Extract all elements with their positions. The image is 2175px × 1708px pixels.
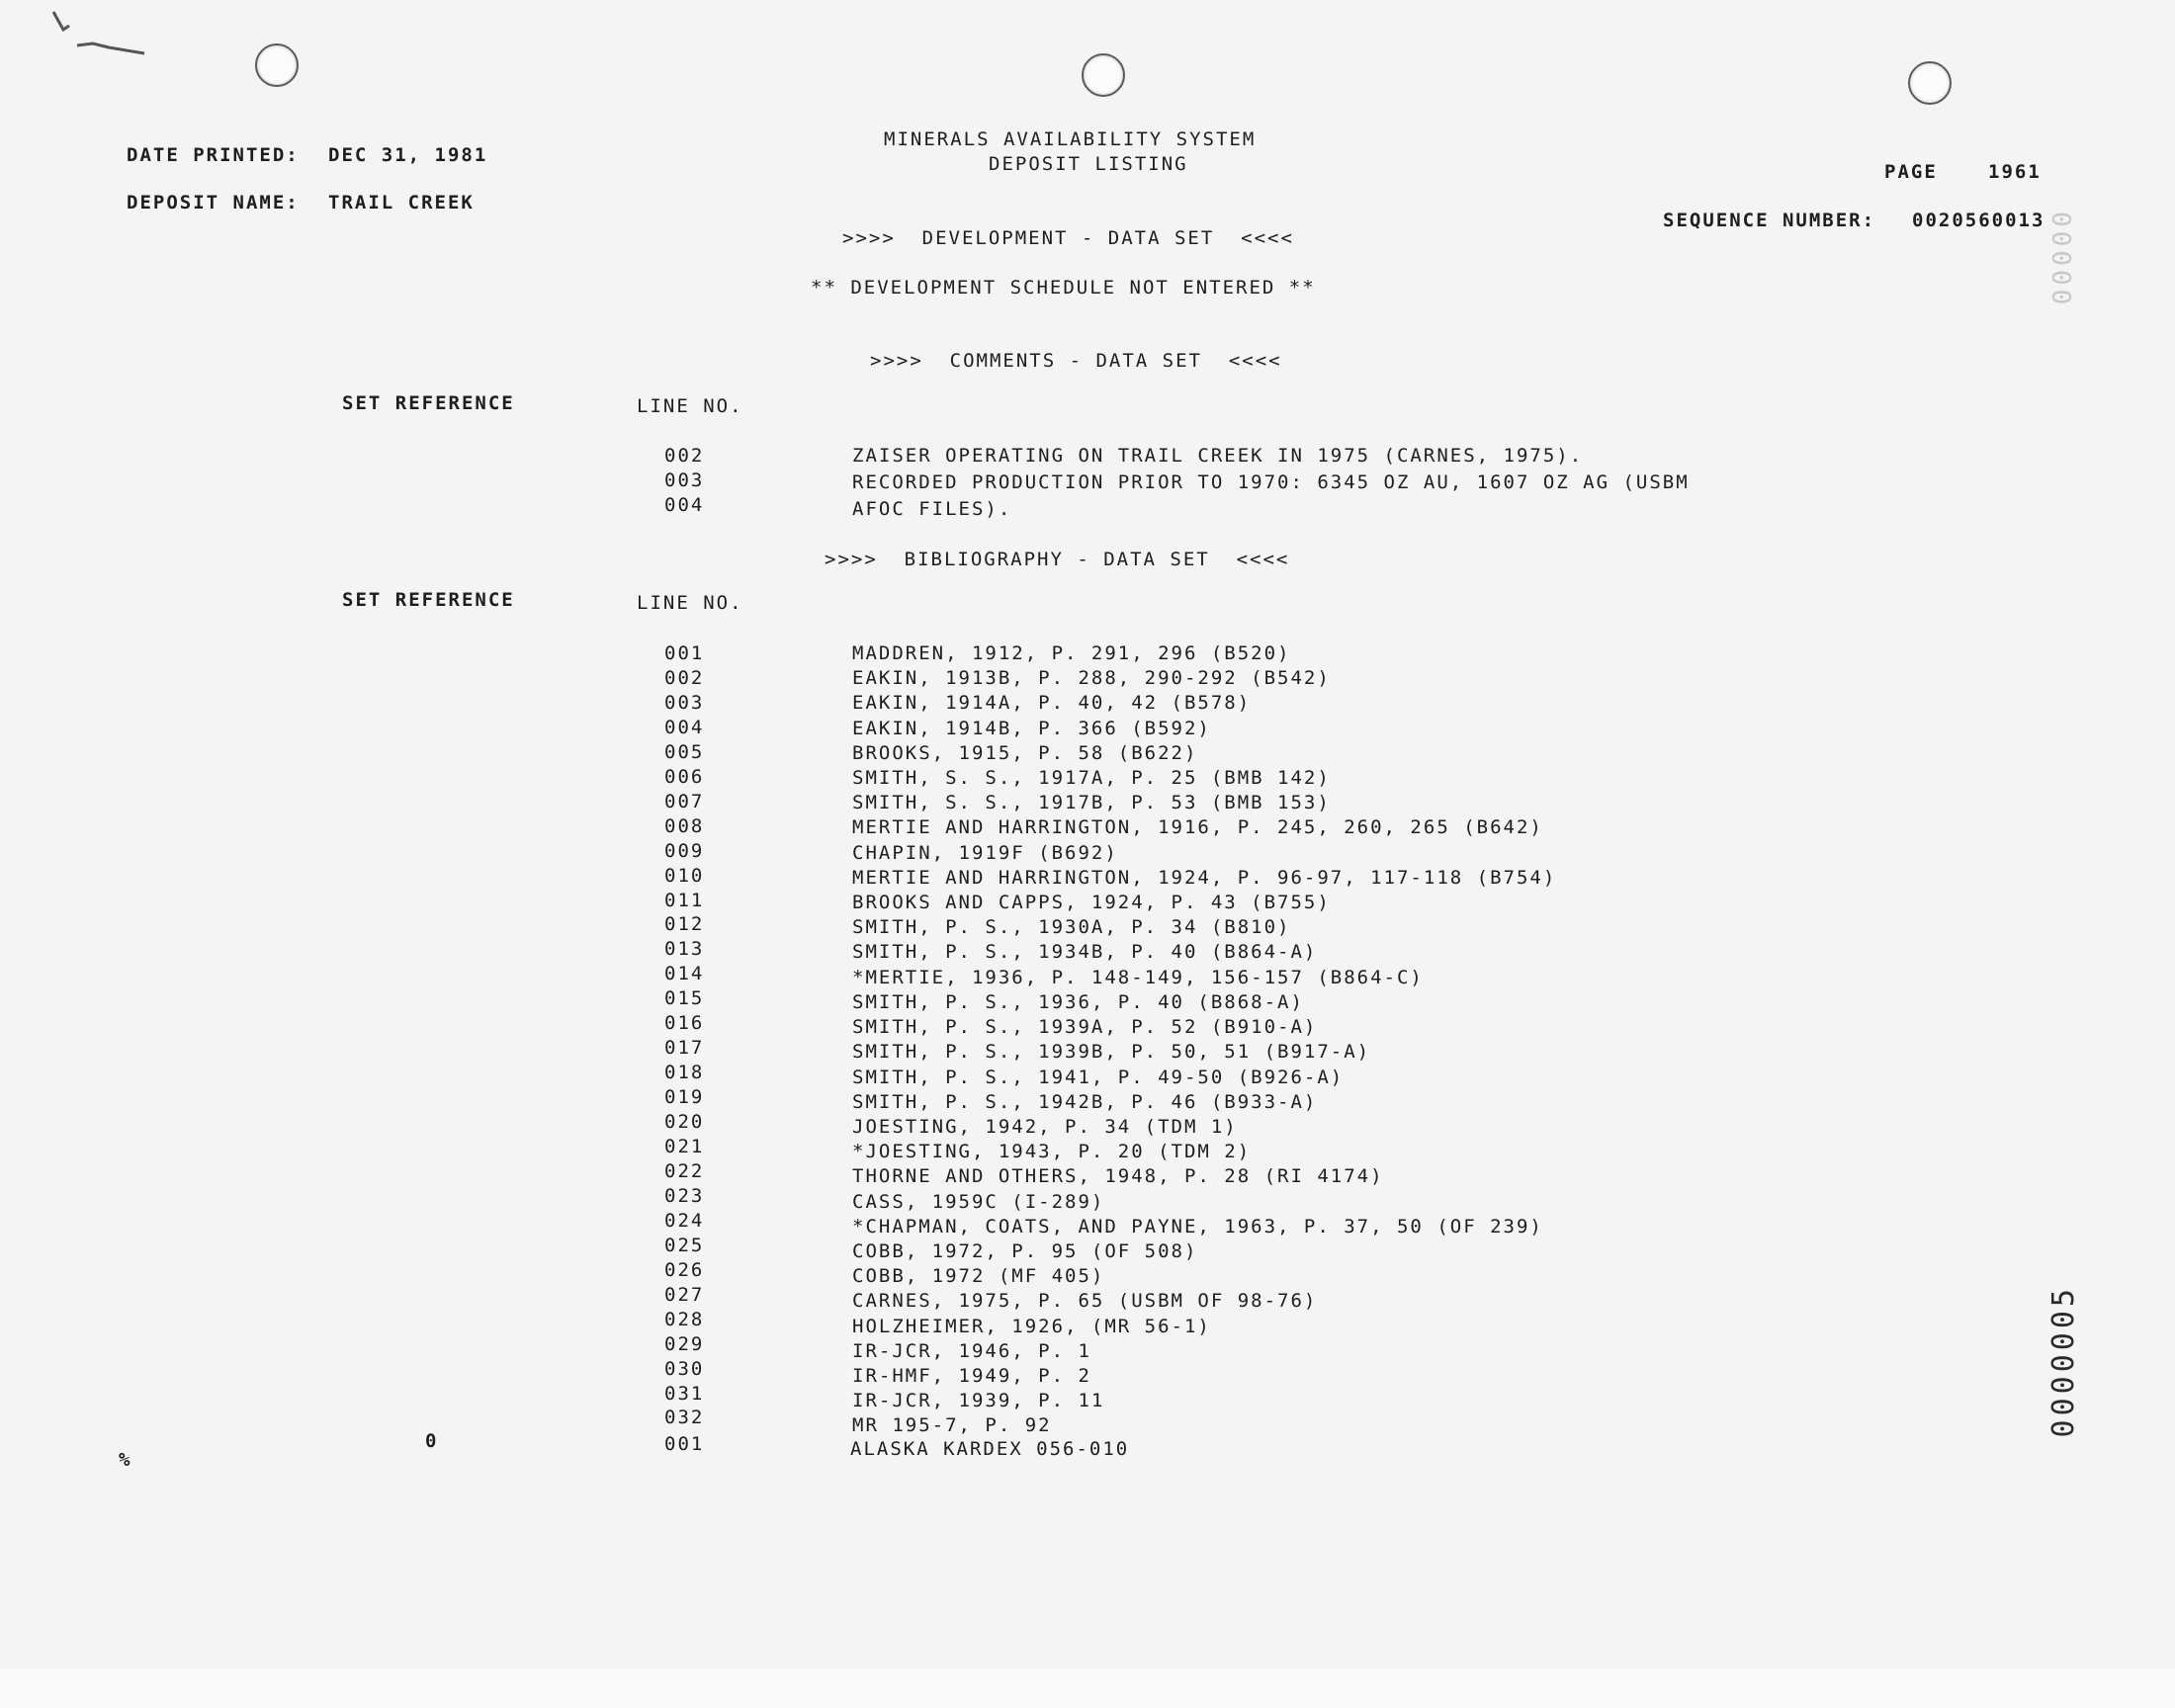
- entry-text: EAKIN, 1914B, P. 366 (B592): [852, 717, 1211, 739]
- percent-mark: %: [119, 1449, 132, 1471]
- line-number: 028: [664, 1308, 705, 1330]
- punch-hole-left: [255, 43, 299, 87]
- final-line-no: 001: [664, 1433, 705, 1455]
- entry-text: IR-JCR, 1939, P. 11: [852, 1390, 1105, 1412]
- entry-text: *JOESTING, 1943, P. 20 (TDM 2): [852, 1141, 1252, 1163]
- line-number: 017: [664, 1037, 705, 1060]
- line-number: 013: [664, 938, 705, 961]
- entry-text: MERTIE AND HARRINGTON, 1924, P. 96-97, 117-118 (B754): [852, 866, 1557, 889]
- entry-text: *CHAPMAN, COATS, AND PAYNE, 1963, P. 37, 50 (OF 239): [852, 1215, 1543, 1238]
- line-number: 002: [664, 445, 705, 467]
- entry-text: SMITH, P. S., 1941, P. 49-50 (B926-A): [852, 1066, 1345, 1088]
- line-number: 021: [664, 1136, 705, 1157]
- punch-hole-center: [1082, 53, 1125, 97]
- development-heading: >>>> DEVELOPMENT - DATA SET <<<<: [842, 227, 1294, 249]
- comments-heading: >>>> COMMENTS - DATA SET <<<<: [870, 350, 1282, 372]
- entry-text: SMITH, S. S., 1917A, P. 25 (BMB 142): [852, 767, 1331, 790]
- final-set-reference: 0: [425, 1430, 439, 1452]
- line-number: 015: [664, 987, 705, 1010]
- line-number: 025: [664, 1234, 705, 1256]
- entry-text: MERTIE AND HARRINGTON, 1916, P. 245, 260, 265 (B642): [852, 816, 1543, 839]
- line-number: 011: [664, 889, 705, 911]
- sequence-number-label: SEQUENCE NUMBER:: [1663, 210, 1876, 231]
- line-number: 007: [664, 790, 705, 812]
- line-number: 008: [664, 814, 705, 837]
- line-number: 016: [664, 1012, 705, 1035]
- entry-text: CARNES, 1975, P. 65 (USBM OF 98-76): [852, 1290, 1318, 1313]
- entry-text: EAKIN, 1914A, P. 40, 42 (B578): [852, 692, 1252, 715]
- entry-text: BROOKS AND CAPPS, 1924, P. 43 (B755): [852, 892, 1331, 914]
- deposit-name-label: DEPOSIT NAME:: [127, 192, 300, 214]
- comments-col-line-no: LINE NO.: [637, 395, 743, 417]
- deposit-name-value: TRAIL CREEK: [328, 192, 475, 214]
- line-number: 014: [664, 963, 705, 985]
- entry-text: IR-HMF, 1949, P. 2: [852, 1365, 1091, 1388]
- entry-text: ZAISER OPERATING ON TRAIL CREEK IN 1975 (CARNES, 1975).: [852, 445, 1584, 467]
- date-printed-label: DATE PRINTED:: [127, 144, 300, 166]
- line-number: 030: [664, 1357, 705, 1380]
- entry-text: CHAPIN, 1919F (B692): [852, 841, 1118, 864]
- line-number: 027: [664, 1283, 705, 1306]
- line-number: 004: [664, 494, 705, 516]
- system-title: MINERALS AVAILABILITY SYSTEM: [884, 128, 1257, 150]
- page-bottom-edge: [0, 1668, 2175, 1708]
- entry-text: SMITH, P. S., 1942B, P. 46 (B933-A): [852, 1090, 1318, 1113]
- line-number: 019: [664, 1086, 705, 1109]
- line-number: 006: [664, 765, 705, 788]
- line-number: 003: [664, 691, 705, 714]
- development-note: ** DEVELOPMENT SCHEDULE NOT ENTERED **: [811, 277, 1316, 299]
- line-number: 001: [664, 642, 705, 664]
- line-number: 029: [664, 1332, 705, 1355]
- entry-text: *MERTIE, 1936, P. 148-149, 156-157 (B864-C): [852, 966, 1424, 988]
- bibliography-col-set-reference: SET REFERENCE: [342, 589, 515, 611]
- entry-text: MADDREN, 1912, P. 291, 296 (B520): [852, 642, 1291, 664]
- margin-stamp-top: 00000: [2048, 208, 2078, 305]
- line-number: 002: [664, 666, 705, 689]
- entry-text: SMITH, P. S., 1934B, P. 40 (B864-A): [852, 941, 1318, 964]
- entry-text: SMITH, P. S., 1930A, P. 34 (B810): [852, 916, 1291, 939]
- entry-text: EAKIN, 1913B, P. 288, 290-292 (B542): [852, 667, 1331, 690]
- margin-stamp-bottom: 0000005: [2046, 1285, 2081, 1438]
- entry-text: BROOKS, 1915, P. 58 (B622): [852, 741, 1198, 764]
- entry-text: CASS, 1959C (I-289): [852, 1190, 1105, 1213]
- bibliography-col-line-no: LINE NO.: [637, 592, 743, 614]
- entry-text: MR 195-7, P. 92: [852, 1414, 1052, 1437]
- line-number: 031: [664, 1382, 705, 1405]
- entry-text: COBB, 1972, P. 95 (OF 508): [852, 1239, 1198, 1262]
- entry-text: RECORDED PRODUCTION PRIOR TO 1970: 6345 OZ AU, 1607 OZ AG (USBM: [852, 471, 1690, 493]
- page-number: 1961: [1988, 161, 2042, 183]
- entry-text: IR-JCR, 1946, P. 1: [852, 1339, 1091, 1362]
- listing-title: DEPOSIT LISTING: [989, 153, 1188, 175]
- line-number: 010: [664, 864, 705, 887]
- entry-text: AFOC FILES).: [852, 498, 1012, 520]
- line-number: 009: [664, 839, 705, 862]
- line-number: 020: [664, 1111, 705, 1134]
- page-label: PAGE: [1884, 161, 1938, 183]
- line-number: 024: [664, 1209, 705, 1232]
- line-number: 005: [664, 740, 705, 763]
- line-number: 032: [664, 1407, 705, 1429]
- entry-text: SMITH, S. S., 1917B, P. 53 (BMB 153): [852, 792, 1331, 814]
- corner-scribble: [47, 8, 156, 57]
- entry-text: JOESTING, 1942, P. 34 (TDM 1): [852, 1115, 1238, 1138]
- date-printed-value: DEC 31, 1981: [328, 144, 488, 166]
- entry-text: HOLZHEIMER, 1926, (MR 56-1): [852, 1315, 1211, 1337]
- entry-text: COBB, 1972 (MF 405): [852, 1265, 1105, 1288]
- line-number: 022: [664, 1159, 705, 1182]
- entry-text: SMITH, P. S., 1939B, P. 50, 51 (B917-A): [852, 1041, 1371, 1064]
- final-entry-text: ALASKA KARDEX 056-010: [850, 1438, 1130, 1460]
- line-number: 012: [664, 913, 705, 936]
- entry-text: SMITH, P. S., 1936, P. 40 (B868-A): [852, 990, 1304, 1013]
- line-number: 018: [664, 1062, 705, 1084]
- comments-col-set-reference: SET REFERENCE: [342, 392, 515, 414]
- bibliography-heading: >>>> BIBLIOGRAPHY - DATA SET <<<<: [825, 549, 1290, 570]
- line-number: 003: [664, 470, 705, 491]
- punch-hole-right: [1908, 61, 1952, 105]
- sequence-number-value: 0020560013: [1912, 210, 2045, 231]
- line-number: 023: [664, 1184, 705, 1207]
- entry-text: THORNE AND OTHERS, 1948, P. 28 (RI 4174): [852, 1165, 1384, 1188]
- line-number: 026: [664, 1258, 705, 1281]
- entry-text: SMITH, P. S., 1939A, P. 52 (B910-A): [852, 1016, 1318, 1039]
- line-number: 004: [664, 716, 705, 738]
